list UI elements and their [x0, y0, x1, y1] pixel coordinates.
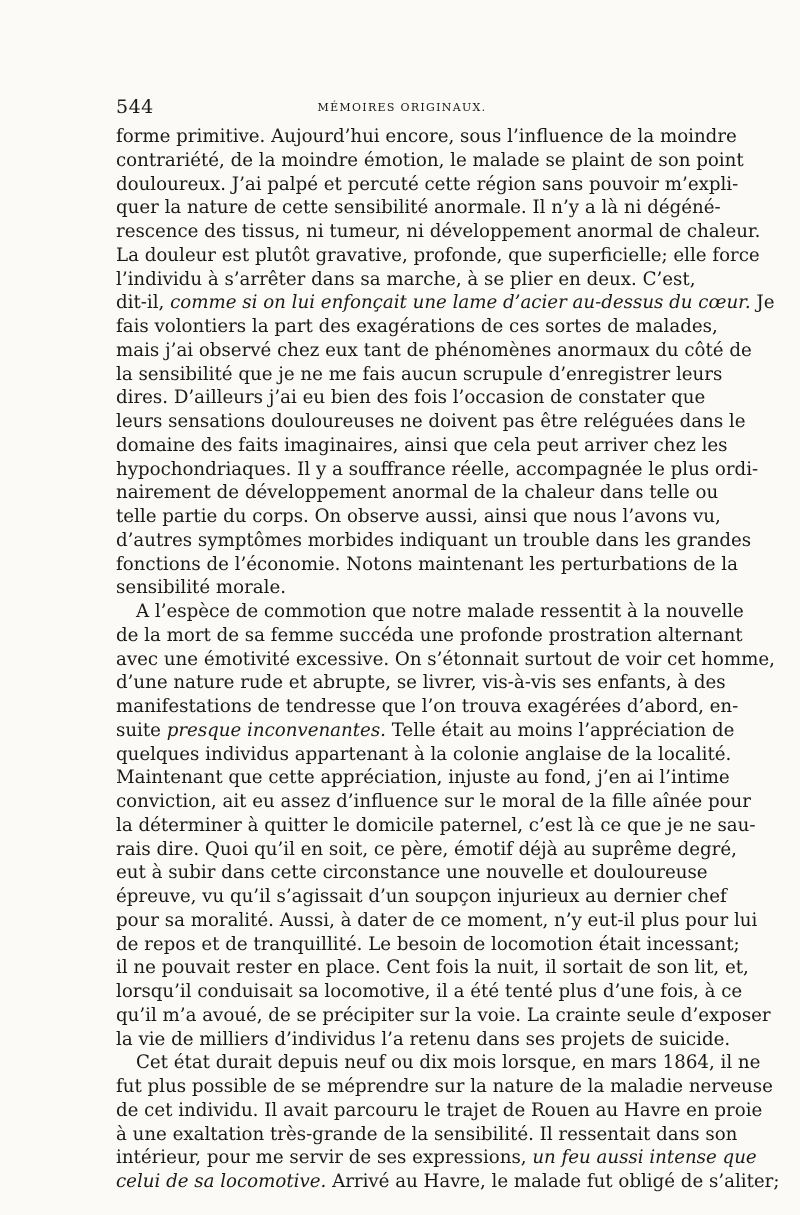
text-segment: Cet état durait depuis neuf ou dix mois lorsque, en mars 1864, il ne — [136, 1052, 761, 1074]
text-line — [116, 529, 752, 553]
text-line — [116, 600, 744, 624]
text-segment: d’une nature rude et abrupte, se livrer, vis-à-vis ses enfants, à des — [116, 672, 726, 694]
text-segment: mais j’ai observé chez eux tant de phénomènes anormaux du côté de — [116, 339, 752, 361]
text-line — [116, 363, 723, 387]
text-segment: la sensibilité que je ne me fais aucun scrupule d’enregistrer leurs — [116, 363, 723, 385]
text-segment: nairement de développement anormal de la chaleur dans telle ou — [116, 482, 719, 504]
text-segment: dit-il, — [116, 292, 171, 314]
text-segment: manifestations de tendresse que l’on trouva exagérées d’abord, en- — [116, 696, 739, 717]
text-line — [116, 695, 739, 719]
text-line — [116, 1028, 731, 1052]
text-segment: de la mort de sa femme succéda une profonde prostration alternant — [116, 624, 743, 646]
text-segment: La douleur est plutôt gravative, profonde, que superficielle; elle force — [116, 244, 760, 266]
text-segment: A l’espèce de commotion que notre malade ressentit à la nouvelle — [136, 601, 744, 622]
text-line — [116, 1051, 761, 1075]
text-line — [116, 481, 719, 505]
italic-phrase: presque inconvenantes. — [166, 719, 386, 741]
text-segment: la déterminer à quitter le domicile paternel, c’est là ce que je ne sau- — [116, 814, 756, 836]
text-segment: épreuve, vu qu’il s’agissait d’un soupçon injurieux au dernier chef — [116, 886, 727, 907]
text-segment: Telle était au moins l’appréciation de — [385, 719, 735, 741]
text-line — [116, 410, 746, 434]
text-line — [116, 244, 760, 268]
text-segment: suite — [116, 719, 167, 741]
text-segment: pour sa moralité. Aussi, à dater de ce moment, n’y eut-il plus pour lui — [116, 909, 758, 931]
text-line — [116, 790, 751, 814]
text-line — [116, 671, 726, 695]
text-segment: leurs sensations douloureuses ne doivent pas être reléguées dans le — [116, 411, 746, 432]
text-segment: eut à subir dans cette circonstance une nouvelle et douloureuse — [116, 862, 708, 884]
text-segment: quer la nature de cette sensibilité anormale. Il n’y a là ni dégéné- — [116, 197, 721, 219]
text-segment: l’individu à s’arrêter dans sa marche, à se plier en deux. C’est, — [116, 268, 696, 290]
text-segment: quelques individus appartenant à la colonie anglaise de la localité. — [116, 743, 732, 765]
text-segment: fonctions de l’économie. Notons maintenant les perturbations de la — [116, 553, 738, 575]
text-segment: la vie de milliers d’individus l’a retenu dans ses projets de suicide. — [116, 1028, 731, 1050]
text-line — [116, 434, 728, 458]
text-line — [116, 814, 756, 838]
text-segment: forme primitive. Aujourd’hui encore, sous l’influence de la moindre — [116, 126, 737, 147]
text-line — [116, 933, 740, 957]
text-segment: qu’il m’a avoué, de se précipiter sur la voie. La crainte seule d’exposer — [116, 1004, 771, 1026]
text-segment: hypochondriaques. Il y a souffrance réelle, accompagnée le plus ordi- — [116, 458, 759, 480]
text-segment: contrariété, de la moindre émotion, le malade se plaint de son point — [116, 149, 744, 171]
text-line — [116, 1099, 763, 1123]
text-line — [116, 149, 744, 173]
text-segment: sensibilité morale. — [116, 577, 287, 599]
text-line — [116, 766, 730, 790]
text-segment: fut plus possible de se méprendre sur la nature de la maladie nerveuse — [116, 1076, 773, 1097]
text-line — [116, 220, 761, 244]
text-line — [116, 885, 727, 909]
text-line — [116, 291, 775, 315]
text-line — [116, 505, 721, 529]
text-line — [116, 339, 752, 363]
text-line — [116, 719, 735, 743]
text-segment: avec une émotivité excessive. On s’étonnait surtout de voir cet homme, — [116, 648, 775, 670]
text-segment: conviction, ait eu assez d’influence sur le moral de la fille aînée pour — [116, 791, 751, 812]
text-line — [116, 624, 743, 648]
italic-phrase: un feu aussi intense que — [532, 1147, 757, 1169]
running-title: MÉMOIRES ORIGINAUX. — [317, 101, 487, 114]
text-segment: douloureux. J’ai palpé et percuté cette région sans pouvoir m’expli- — [116, 173, 739, 195]
text-segment: fais volontiers la part des exagérations de ces sortes de malades, — [116, 316, 718, 337]
page-header — [116, 96, 688, 120]
body-text — [116, 125, 780, 1194]
text-line — [116, 268, 696, 292]
text-line — [116, 173, 739, 197]
text-segment: d’autres symptômes morbides indiquant un trouble dans les grandes — [116, 529, 752, 551]
text-line — [116, 1146, 757, 1170]
text-line — [116, 743, 732, 767]
text-segment: Arrivé au Havre, le malade fut obligé de s’aliter; — [326, 1171, 780, 1192]
text-segment: rais dire. Quoi qu’il en soit, ce père, émotif déjà au suprême degré, — [116, 838, 737, 860]
text-line — [116, 315, 718, 339]
italic-phrase: celui de sa locomotive. — [116, 1171, 327, 1192]
text-line — [116, 576, 688, 600]
text-line — [116, 125, 737, 149]
italic-phrase: comme si on lui enfonçait une lame d’acier au-dessus du cœur. — [170, 292, 751, 314]
page-number: 544 — [116, 96, 154, 118]
text-line — [116, 838, 737, 862]
text-segment: dires. D’ailleurs j’ai eu bien des fois l’occasion de constater que — [116, 387, 706, 409]
text-segment: lorsqu’il conduisait sa locomotive, il a été tenté plus d’une fois, à ce — [116, 981, 743, 1002]
text-segment: à une exaltation très-grande de la sensibilité. Il ressentait dans son — [116, 1123, 738, 1145]
text-line — [116, 980, 743, 1004]
text-line — [116, 386, 706, 410]
text-line — [116, 861, 708, 885]
text-line — [116, 1170, 780, 1194]
text-segment: Je — [750, 292, 775, 314]
text-segment: de cet individu. Il avait parcouru le trajet de Rouen au Havre en proie — [116, 1099, 763, 1121]
text-line — [116, 648, 775, 672]
text-line — [116, 909, 758, 933]
text-segment: Maintenant que cette appréciation, injuste au fond, j’en ai l’intime — [116, 767, 730, 789]
text-segment: rescence des tissus, ni tumeur, ni développement anormal de chaleur. — [116, 221, 761, 242]
text-segment: telle partie du corps. On observe aussi, ainsi que nous l’avons vu, — [116, 506, 721, 527]
text-line — [116, 1075, 773, 1099]
text-line — [116, 956, 749, 980]
text-line — [116, 458, 759, 482]
text-line — [116, 1123, 738, 1147]
text-line — [116, 196, 721, 220]
text-line — [116, 553, 738, 577]
text-segment: intérieur, pour me servir de ses expressions, — [116, 1147, 533, 1169]
text-segment: il ne pouvait rester en place. Cent fois la nuit, il sortait de son lit, et, — [116, 957, 749, 979]
text-segment: de repos et de tranquillité. Le besoin de locomotion était incessant; — [116, 933, 740, 955]
text-segment: domaine des faits imaginaires, ainsi que cela peut arriver chez les — [116, 434, 728, 456]
text-line — [116, 1004, 771, 1028]
